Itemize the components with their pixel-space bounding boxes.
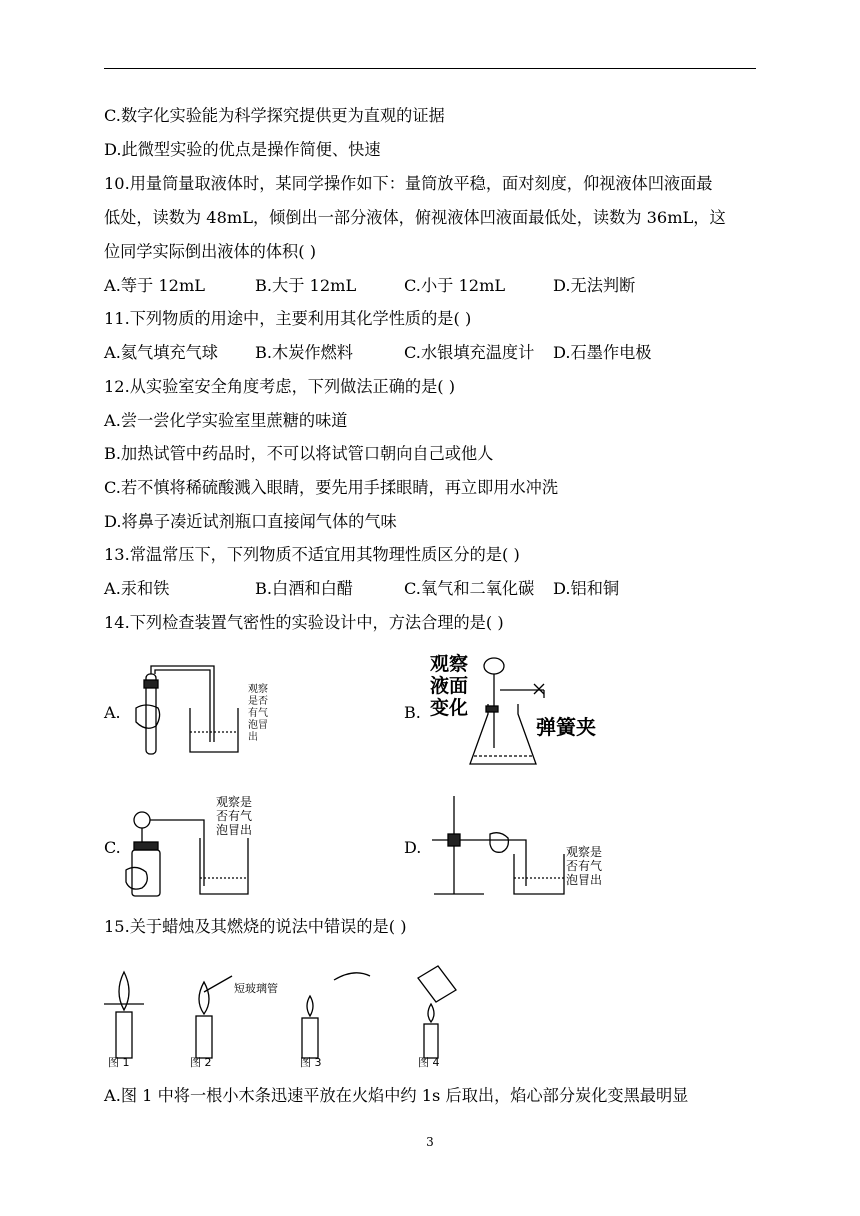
q12-option-b: B.加热试管中药品时，不可以将试管口朝向自己或他人 [104, 444, 494, 463]
q11-option-b: B.木炭作燃料 [255, 343, 353, 362]
q14-figd-text-2: 否有气 [566, 859, 603, 873]
q13-stem: 13.常温常压下，下列物质不适宜用其物理性质区分的是( ) [104, 545, 520, 564]
q14-figb-observe-1: 观察 [430, 653, 469, 675]
header-rule [104, 68, 756, 69]
q10-option-d: D.无法判断 [553, 276, 636, 295]
q15-caption-3: 图 3 [300, 1056, 322, 1069]
q11-option-d: D.石墨作电极 [553, 343, 652, 362]
q13-option-d: D.铝和铜 [553, 579, 620, 598]
q10-stem-line2: 低处，读数为 48mL，倾倒出一部分液体，俯视液体凹液面最低处，读数为 36mL，这 [104, 208, 726, 227]
q15-figures [104, 962, 464, 1072]
q15-option-a: A.图 1 中将一根小木条迅速平放在火焰中约 1s 后取出，焰心部分炭化变黑最明显 [104, 1086, 689, 1105]
q14-figb-observe-3: 变化 [430, 697, 469, 719]
q12-option-d: D.将鼻子凑近试剂瓶口直接闻气体的气味 [104, 512, 397, 531]
q14-figd-text-1: 观察是 [566, 845, 603, 859]
q14-figure-a [126, 660, 296, 760]
q10-stem-line1: 10.用量筒量取液体时，某同学操作如下：量筒放平稳，面对刻度，仰视液体凹液面最 [104, 174, 713, 193]
q11-stem: 11.下列物质的用途中，主要利用其化学性质的是( ) [104, 309, 472, 328]
q11-option-c: C.水银填充温度计 [404, 343, 535, 362]
q13-option-a: A.汞和铁 [104, 579, 170, 598]
q15-caption-2: 图 2 [190, 1056, 212, 1069]
q11-option-a: A.氦气填充气球 [104, 343, 218, 362]
q14-figc-text-2: 否有气 [216, 809, 253, 823]
q14-figb-clamp: 弹簧夹 [536, 715, 596, 739]
q15-stem: 15.关于蜡烛及其燃烧的说法中错误的是( ) [104, 917, 407, 936]
q15-fig2-label: 短玻璃管 [234, 982, 278, 995]
q12-option-c: C.若不慎将稀硫酸溅入眼睛，要先用手揉眼睛，再立即用水冲洗 [104, 478, 559, 497]
q12-option-a: A.尝一尝化学实验室里蔗糖的味道 [104, 411, 348, 430]
q14-figure-c [124, 790, 294, 900]
q14-figb-observe-2: 液面 [430, 675, 469, 697]
q14-stem: 14.下列检查装置气密性的实验设计中，方法合理的是( ) [104, 613, 504, 632]
q14-figa-text-5: 出 [248, 732, 258, 743]
q14-figa-text-4: 泡冒 [248, 720, 268, 731]
q10-stem-line3: 位同学实际倒出液体的体积( ) [104, 242, 317, 261]
q14-label-d: D. [404, 838, 422, 857]
q9-option-c: C.数字化实验能为科学探究提供更为直观的证据 [104, 106, 445, 125]
q14-figd-text-3: 泡冒出 [566, 873, 603, 887]
q14-label-a: A. [104, 703, 121, 722]
q14-figure-b [424, 648, 624, 774]
q10-option-b: B.大于 12mL [255, 276, 357, 295]
q15-caption-4: 图 4 [418, 1056, 440, 1069]
q14-figc-text-3: 泡冒出 [216, 823, 253, 837]
q15-caption-1: 图 1 [108, 1056, 130, 1069]
q14-figure-d [424, 790, 604, 900]
q9-option-d: D.此微型实验的优点是操作简便、快速 [104, 140, 381, 159]
q14-figc-text-1: 观察是 [216, 795, 253, 809]
q14-figa-text-2: 是否 [248, 696, 268, 707]
q14-figa-text-1: 观察 [248, 684, 268, 695]
q10-option-a: A.等于 12mL [104, 276, 206, 295]
page-number: 3 [426, 1135, 434, 1149]
q14-label-c: C. [104, 838, 121, 857]
q14-label-b: B. [404, 703, 421, 722]
q13-option-c: C.氧气和二氧化碳 [404, 579, 535, 598]
q10-option-c: C.小于 12mL [404, 276, 506, 295]
q13-option-b: B.白酒和白醋 [255, 579, 353, 598]
q14-figa-text-3: 有气 [248, 708, 268, 719]
q12-stem: 12.从实验室安全角度考虑，下列做法正确的是( ) [104, 377, 456, 396]
